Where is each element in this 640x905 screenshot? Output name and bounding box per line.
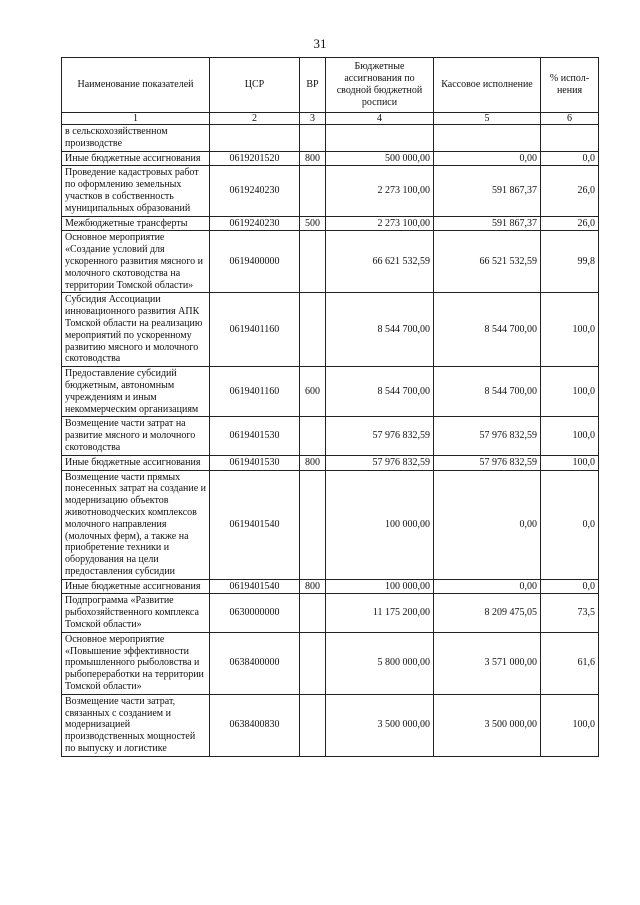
cell-csr: 0619240230	[210, 216, 300, 231]
cell-csr: 0619401540	[210, 579, 300, 594]
cell-budget: 11 175 200,00	[326, 594, 434, 632]
cell-name: Возмещение части затрат, связанных с созданием и модернизацией производственных мощностей по выпуску и логистике	[62, 694, 210, 756]
column-number: 2	[210, 113, 300, 125]
table-row	[62, 293, 599, 367]
cell-vr: 800	[300, 455, 326, 470]
column-number: 1	[62, 113, 210, 125]
table-row	[62, 455, 599, 470]
cell-percent: 100,0	[541, 417, 599, 455]
cell-vr	[300, 632, 326, 694]
cell-name: Иные бюджетные ассигнования	[62, 151, 210, 166]
page-number: 31	[313, 36, 327, 51]
cell-budget: 57 976 832,59	[326, 455, 434, 470]
header-vr: ВР	[300, 58, 326, 113]
cell-csr: 0619401160	[210, 367, 300, 417]
table-row	[62, 470, 599, 579]
cell-budget: 100 000,00	[326, 579, 434, 594]
cell-vr	[300, 470, 326, 579]
table-row	[62, 125, 599, 152]
cell-cash: 8 209 475,05	[434, 594, 541, 632]
cell-cash: 0,00	[434, 579, 541, 594]
cell-csr: 0619401530	[210, 455, 300, 470]
cell-vr	[300, 166, 326, 216]
cell-csr: 0638400000	[210, 632, 300, 694]
cell-budget: 500 000,00	[326, 151, 434, 166]
column-number: 5	[434, 113, 541, 125]
cell-budget: 8 544 700,00	[326, 367, 434, 417]
column-number: 3	[300, 113, 326, 125]
cell-csr: 0619400000	[210, 231, 300, 293]
cell-csr: 0619401530	[210, 417, 300, 455]
budget-execution-table	[61, 57, 599, 757]
cell-percent: 100,0	[541, 293, 599, 367]
table-row	[62, 417, 599, 455]
table-row	[62, 579, 599, 594]
table-row	[62, 231, 599, 293]
cell-csr: 0619240230	[210, 166, 300, 216]
cell-vr	[300, 231, 326, 293]
header-percent: % испол-нения	[541, 58, 599, 113]
table-row	[62, 594, 599, 632]
cell-cash: 591 867,37	[434, 166, 541, 216]
cell-cash: 0,00	[434, 470, 541, 579]
cell-csr	[210, 125, 300, 152]
table-row	[62, 632, 599, 694]
cell-name: Подпрограмма «Развитие рыбохозяйственного комплекса Томской области»	[62, 594, 210, 632]
cell-name: Субсидия Ассоциации инновационного развития АПК Томской области на реализацию мероприятий по ускоренному развитию мясного и молочного скотоводства	[62, 293, 210, 367]
cell-name: Проведение кадастровых работ по оформлению земельных участков в собственность муниципальных образований	[62, 166, 210, 216]
column-number-row	[62, 113, 599, 125]
column-number: 4	[326, 113, 434, 125]
cell-cash: 8 544 700,00	[434, 367, 541, 417]
header-budget: Бюджетные ассигнования по сводной бюджетной росписи	[326, 58, 434, 113]
cell-vr: 800	[300, 579, 326, 594]
cell-percent: 73,5	[541, 594, 599, 632]
header-name: Наименование показателей	[62, 58, 210, 113]
cell-budget: 3 500 000,00	[326, 694, 434, 756]
cell-vr: 800	[300, 151, 326, 166]
table-row	[62, 216, 599, 231]
cell-percent: 26,0	[541, 216, 599, 231]
cell-budget: 57 976 832,59	[326, 417, 434, 455]
cell-budget: 8 544 700,00	[326, 293, 434, 367]
cell-name: Предоставление субсидий бюджетным, автономным учреждениям и иным некоммерческим организациям	[62, 367, 210, 417]
cell-cash: 8 544 700,00	[434, 293, 541, 367]
cell-budget: 100 000,00	[326, 470, 434, 579]
cell-csr: 0619401540	[210, 470, 300, 579]
cell-vr	[300, 594, 326, 632]
cell-percent: 26,0	[541, 166, 599, 216]
cell-percent: 0,0	[541, 151, 599, 166]
cell-percent: 61,6	[541, 632, 599, 694]
cell-cash: 3 571 000,00	[434, 632, 541, 694]
cell-vr	[300, 417, 326, 455]
cell-percent: 0,0	[541, 579, 599, 594]
cell-percent: 100,0	[541, 455, 599, 470]
cell-cash: 57 976 832,59	[434, 417, 541, 455]
cell-name: Иные бюджетные ассигнования	[62, 579, 210, 594]
cell-cash: 591 867,37	[434, 216, 541, 231]
cell-csr: 0619401160	[210, 293, 300, 367]
cell-name: Возмещение части прямых понесенных затрат на создание и модернизацию объектов животноводческих комплексов молочного направления (молочных ферм), а также на приобретение техники и оборудования на цели предоставления субсидии	[62, 470, 210, 579]
table-row	[62, 694, 599, 756]
cell-percent: 100,0	[541, 367, 599, 417]
cell-cash: 57 976 832,59	[434, 455, 541, 470]
cell-name: Межбюджетные трансферты	[62, 216, 210, 231]
cell-vr	[300, 125, 326, 152]
cell-csr: 0630000000	[210, 594, 300, 632]
cell-budget	[326, 125, 434, 152]
cell-name: в сельскохозяйственном производстве	[62, 125, 210, 152]
cell-vr: 500	[300, 216, 326, 231]
cell-name: Основное мероприятие «Создание условий для ускоренного развития мясного и молочного скотоводства на территории Томской области»	[62, 231, 210, 293]
table-row	[62, 367, 599, 417]
cell-budget: 5 800 000,00	[326, 632, 434, 694]
cell-cash: 0,00	[434, 151, 541, 166]
table-row	[62, 151, 599, 166]
cell-percent: 100,0	[541, 694, 599, 756]
cell-percent	[541, 125, 599, 152]
cell-vr: 600	[300, 367, 326, 417]
cell-vr	[300, 293, 326, 367]
table-row	[62, 166, 599, 216]
cell-cash	[434, 125, 541, 152]
cell-name: Основное мероприятие «Повышение эффективности промышленного рыболовства и рыбопереработки на территории Томской области»	[62, 632, 210, 694]
cell-percent: 99,8	[541, 231, 599, 293]
cell-csr: 0619201520	[210, 151, 300, 166]
cell-percent: 0,0	[541, 470, 599, 579]
header-cash: Кассовое исполнение	[434, 58, 541, 113]
cell-budget: 2 273 100,00	[326, 166, 434, 216]
cell-csr: 0638400830	[210, 694, 300, 756]
cell-name: Возмещение части затрат на развитие мясного и молочного скотоводства	[62, 417, 210, 455]
column-number: 6	[541, 113, 599, 125]
header-csr: ЦСР	[210, 58, 300, 113]
cell-vr	[300, 694, 326, 756]
cell-name: Иные бюджетные ассигнования	[62, 455, 210, 470]
cell-cash: 3 500 000,00	[434, 694, 541, 756]
cell-cash: 66 521 532,59	[434, 231, 541, 293]
cell-budget: 2 273 100,00	[326, 216, 434, 231]
cell-budget: 66 621 532,59	[326, 231, 434, 293]
